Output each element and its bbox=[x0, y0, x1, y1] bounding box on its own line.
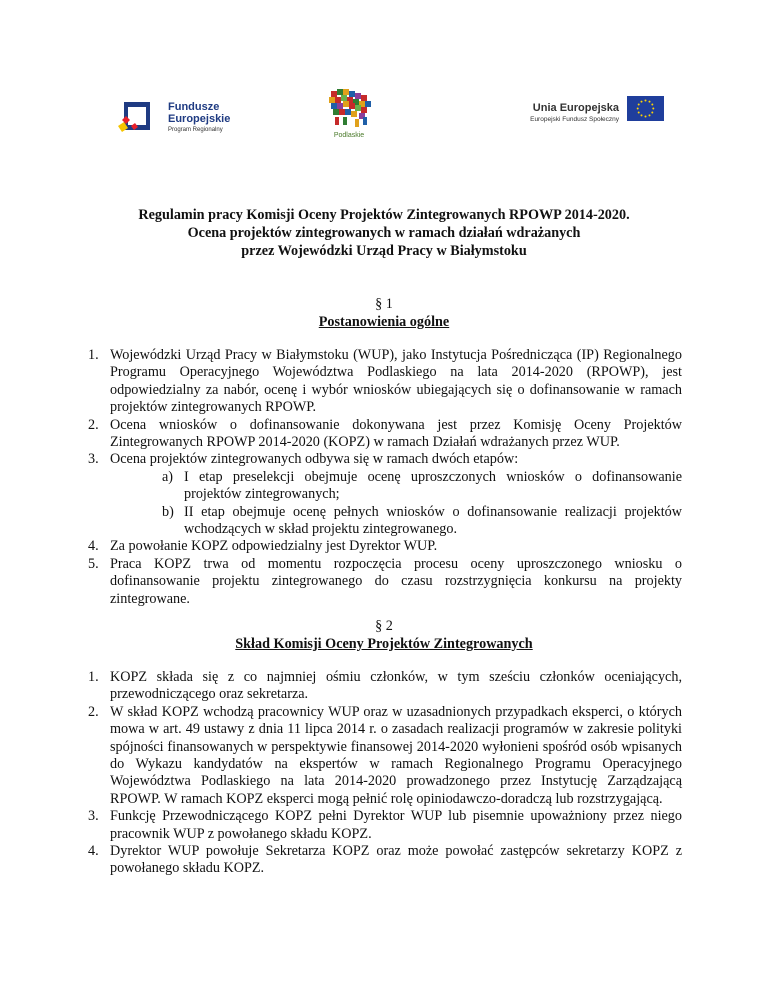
list-item bbox=[88, 416, 682, 452]
item-text: Wojewódzki Urząd Pracy w Białymstoku (WUP), jako Instytucja Pośrednicząca (IP) Regionalnego Programu Operacyjnego Województwa Podlaskiego na lata 2014-2020 (RPOWP), jest odpowiedzialny za nabór, ocenę i wybór wniosków ubiegających się o dofinansowanie w ramach projektów zintegrowanych RPOWP. bbox=[110, 347, 682, 416]
item-number: 1. bbox=[88, 669, 99, 685]
item-text: KOPZ składa się z co najmniej ośmiu członków, w tym sześciu członków oceniających, przewodniczącego oraz sekretarza. bbox=[110, 669, 682, 703]
sub-item-number: b) bbox=[162, 503, 174, 520]
fe-line2: Europejskie bbox=[168, 113, 231, 125]
section2-list bbox=[88, 669, 682, 878]
sub-item-text: I etap preselekcji obejmuje ocenę uproszczonych wniosków o dofinansowanie projektów zintegrowanych; bbox=[184, 468, 682, 503]
sub-item-number: a) bbox=[162, 468, 174, 485]
list-item bbox=[88, 555, 682, 608]
sub-item-text: II etap obejmuje ocenę pełnych wniosków o dofinansowanie realizacji projektów wchodzących w skład projektu zintegrowanego. bbox=[184, 503, 682, 538]
item-number: 2. bbox=[88, 416, 99, 433]
item-number: 1. bbox=[88, 347, 99, 363]
fe-line1: Fundusze bbox=[168, 101, 220, 113]
ue-line1: Unia Europejska bbox=[532, 102, 619, 114]
fe-stars-icon bbox=[118, 98, 164, 134]
item-number: 3. bbox=[88, 808, 99, 825]
section2-heading bbox=[90, 617, 678, 653]
item-text: Ocena projektów zintegrowanych odbywa się w ramach dwóch etapów: bbox=[110, 451, 519, 468]
podlaskie-logo bbox=[327, 83, 407, 143]
item-text: Funkcję Przewodniczącego KOPZ pełni Dyrektor WUP lub pisemnie upoważniony przez niego pracownik WUP z powołanego składu KOPZ. bbox=[110, 808, 682, 842]
section1-symbol: § 1 bbox=[375, 296, 393, 312]
podlaskie-label: Podlaskie bbox=[333, 132, 365, 139]
item-number: 3. bbox=[88, 451, 99, 468]
title-line-1: Regulamin pracy Komisji Oceny Projektów Zintegrowanych RPOWP 2014-2020. bbox=[138, 207, 630, 223]
item-text: Za powołanie KOPZ odpowiedzialny jest Dyrektor WUP. bbox=[110, 538, 438, 555]
bison-mosaic-icon bbox=[327, 83, 377, 131]
list-item bbox=[88, 843, 682, 878]
list-item bbox=[88, 347, 682, 417]
item-number: 4. bbox=[88, 843, 99, 860]
document-title bbox=[90, 206, 678, 260]
item-text: Dyrektor WUP powołuje Sekretarza KOPZ oraz może powołać zastępców sekretarzy KOPZ z powołanego składu KOPZ. bbox=[110, 843, 682, 877]
title-line-3: przez Wojewódzki Urząd Pracy w Białymstoku bbox=[241, 243, 527, 259]
section1-heading bbox=[90, 295, 678, 331]
fundusze-europejskie-logo bbox=[118, 98, 244, 134]
eu-flag-icon bbox=[627, 96, 664, 121]
list-item bbox=[88, 808, 682, 843]
ue-line2: Europejski Fundusz Społeczny bbox=[530, 116, 619, 123]
item-number: 2. bbox=[88, 703, 99, 720]
list-item bbox=[88, 669, 682, 704]
item-text: Praca KOPZ trwa od momentu rozpoczęcia procesu oceny uproszczonego wniosku o dofinansowanie projektu zintegrowanego do czasu rozstrzygnięcia konkursu na projekty zintegrowane. bbox=[110, 555, 682, 607]
list-item bbox=[88, 703, 682, 808]
section2-symbol: § 2 bbox=[375, 618, 393, 634]
list-item bbox=[88, 538, 682, 555]
section2-name: Skład Komisji Oceny Projektów Zintegrowanych bbox=[235, 636, 533, 652]
title-line-2: Ocena projektów zintegrowanych w ramach działań wdrażanych bbox=[187, 225, 581, 241]
item-number: 5. bbox=[88, 555, 99, 572]
sublist-item bbox=[162, 468, 682, 504]
item-number: 4. bbox=[88, 538, 99, 555]
sublist-item bbox=[162, 503, 682, 539]
item-text: W skład KOPZ wchodzą pracownicy WUP oraz w uzasadnionych przypadkach eksperci, o których mowa w art. 49 ustawy z dnia 11 lipca 2014 r. o zasadach realizacji programów w zakresie polityki spójności finansowanych w perspektywie finansowej 2014-2020 wyłonieni spośród osób wpisanych do Wykazu kandydatów na ekspertów w ramach Regionalnego Programu Operacyjnego Województwa Podlaskiego na lata 2014-2020 prowadzonego przez Instytucję Zarządzającą RPOWP. W ramach KOPZ eksperci mogą pełnić rolę opiniodawczo-doradczą lub rozstrzygającą. bbox=[110, 703, 682, 807]
fe-line3: Program Regionalny bbox=[168, 127, 223, 133]
item-text: Ocena wniosków o dofinansowanie dokonywana jest przez Komisję Oceny Projektów Zintegrowanych RPOWP 2014-2020 (KOPZ) w ramach Działań wdrażanych przez WUP. bbox=[110, 416, 682, 451]
section1-name: Postanowienia ogólne bbox=[318, 314, 450, 330]
section1-list bbox=[88, 347, 682, 608]
sublist bbox=[110, 469, 682, 539]
list-item bbox=[88, 451, 682, 538]
logo-bar bbox=[91, 83, 679, 143]
